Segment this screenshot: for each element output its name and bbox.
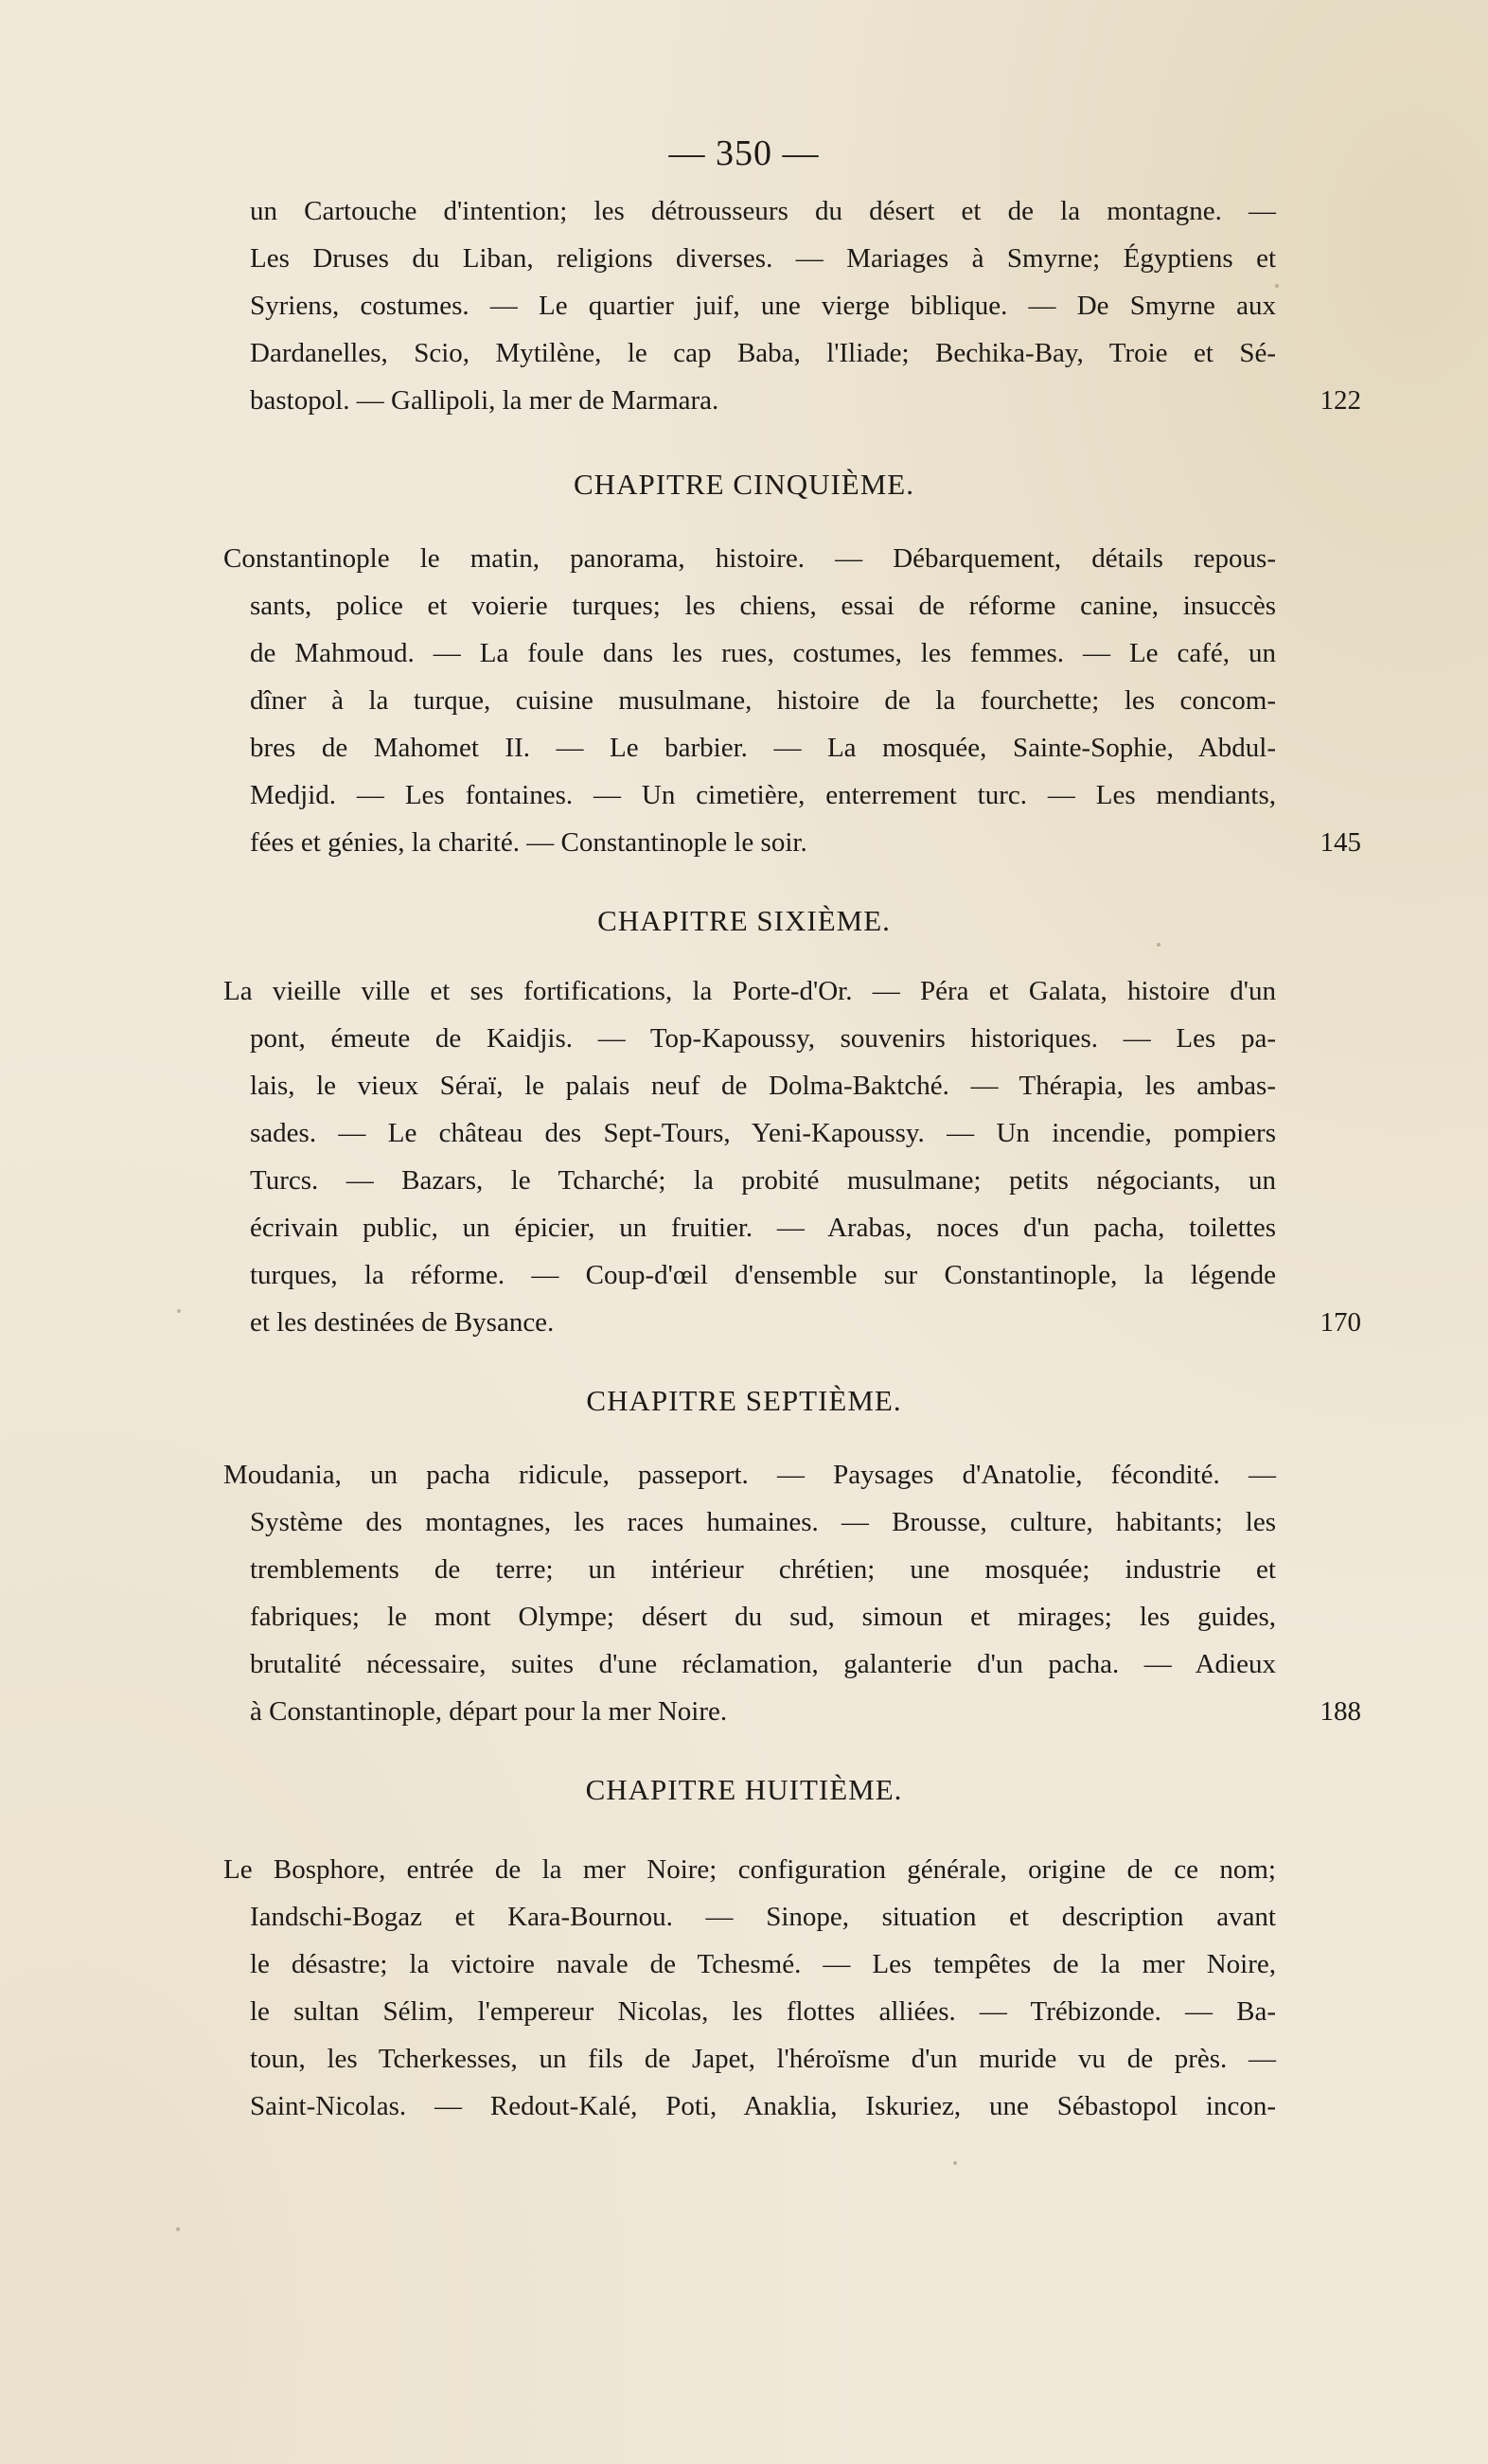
toc-line: sades. — Le château des Sept-Tours, Yeni-Kapoussy. — Un incendie, pompiers: [250, 1118, 1276, 1148]
chapter-heading: CHAPITRE CINQUIÈME.: [574, 468, 914, 501]
toc-line: brutalité nécessaire, suites d'une réclamation, galanterie d'un pacha. — Adieux: [250, 1649, 1276, 1679]
toc-line: Medjid. — Les fontaines. — Un cimetière, enterrement turc. — Les mendiants,: [250, 780, 1276, 810]
toc-line: La vieille ville et ses fortifications, la Porte-d'Or. — Péra et Galata, histoire d'un: [223, 976, 1276, 1006]
toc-line: toun, les Tcherkesses, un fils de Japet, l'héroïsme d'un muride vu de près. —: [250, 2044, 1276, 2074]
toc-line: Syriens, costumes. — Le quartier juif, une vierge biblique. — De Smyrne aux: [250, 291, 1276, 321]
toc-line: Système des montagnes, les races humaines. — Brousse, culture, habitants; les: [250, 1507, 1276, 1537]
chapter-heading: CHAPITRE SEPTIÈME.: [586, 1384, 902, 1417]
toc-line: de Mahmoud. — La foule dans les rues, costumes, les femmes. — Le café, un: [250, 638, 1276, 668]
toc-line: Iandschi-Bogaz et Kara-Bournou. — Sinope, situation et description avant: [250, 1902, 1276, 1932]
toc-entry-chapter-5: [223, 535, 1361, 866]
paper-speck: [953, 2161, 957, 2165]
page-number: — 350 —: [668, 133, 820, 173]
toc-line: Dardanelles, Scio, Mytilène, le cap Baba, l'Iliade; Bechika-Bay, Troie et Sé-: [250, 338, 1276, 368]
toc-line: à Constantinople, départ pour la mer Noire.: [250, 1696, 728, 1727]
toc-entry-chapter-4-end: [223, 187, 1361, 424]
toc-line: Constantinople le matin, panorama, histoire. — Débarquement, détails repous-: [223, 543, 1276, 574]
toc-line: fabriques; le mont Olympe; désert du sud, simoun et mirages; les guides,: [250, 1602, 1276, 1632]
paper-speck: [1275, 284, 1279, 288]
toc-line: et les destinées de Bysance.: [250, 1307, 555, 1338]
toc-line: le désastre; la victoire navale de Tchesmé. — Les tempêtes de la mer Noire,: [250, 1949, 1276, 1979]
paper-speck: [176, 2227, 180, 2231]
toc-line: Saint-Nicolas. — Redout-Kalé, Poti, Anaklia, Iskuriez, une Sébastopol incon-: [250, 2091, 1276, 2121]
toc-line: dîner à la turque, cuisine musulmane, histoire de la fourchette; les concom-: [250, 685, 1276, 716]
toc-entry-chapter-7: [223, 1451, 1361, 1735]
toc-line: un Cartouche d'intention; les détrousseurs du désert et de la montagne. —: [250, 196, 1276, 226]
chapter-heading: CHAPITRE SIXIÈME.: [597, 904, 891, 937]
paper-speck: [1157, 943, 1160, 947]
toc-line: fées et génies, la charité. — Constantinople le soir.: [250, 827, 807, 858]
toc-entry-chapter-8: [223, 1846, 1276, 2130]
toc-page-number: 170: [1320, 1307, 1361, 1338]
toc-page-number: 188: [1320, 1696, 1361, 1727]
toc-line: tremblements de terre; un intérieur chrétien; une mosquée; industrie et: [250, 1554, 1276, 1585]
toc-line: Le Bosphore, entrée de la mer Noire; configuration générale, origine de ce nom;: [223, 1854, 1276, 1885]
toc-line: turques, la réforme. — Coup-d'œil d'ensemble sur Constantinople, la légende: [250, 1260, 1276, 1290]
toc-line: sants, police et voierie turques; les chiens, essai de réforme canine, insuccès: [250, 591, 1276, 621]
toc-line: Moudania, un pacha ridicule, passeport. — Paysages d'Anatolie, fécondité. —: [223, 1460, 1276, 1490]
toc-page-number: 145: [1320, 827, 1361, 858]
toc-line: le sultan Sélim, l'empereur Nicolas, les flottes alliées. — Trébizonde. — Ba-: [250, 1996, 1276, 2027]
toc-line: écrivain public, un épicier, un fruitier. — Arabas, noces d'un pacha, toilettes: [250, 1213, 1276, 1243]
toc-page-number: 122: [1320, 385, 1361, 416]
toc-entry-chapter-6: [223, 967, 1361, 1346]
toc-line: lais, le vieux Séraï, le palais neuf de Dolma-Baktché. — Thérapia, les ambas-: [250, 1071, 1276, 1101]
toc-line: pont, émeute de Kaidjis. — Top-Kapoussy, souvenirs historiques. — Les pa-: [250, 1023, 1276, 1054]
toc-line: Les Druses du Liban, religions diverses. — Mariages à Smyrne; Égyptiens et: [250, 243, 1276, 274]
toc-line: Turcs. — Bazars, le Tcharché; la probité musulmane; petits négociants, un: [250, 1165, 1276, 1196]
toc-line: bres de Mahomet II. — Le barbier. — La mosquée, Sainte-Sophie, Abdul-: [250, 733, 1276, 763]
paper-speck: [177, 1309, 181, 1313]
toc-line: bastopol. — Gallipoli, la mer de Marmara.: [250, 385, 719, 416]
chapter-heading: CHAPITRE HUITIÈME.: [585, 1773, 903, 1806]
